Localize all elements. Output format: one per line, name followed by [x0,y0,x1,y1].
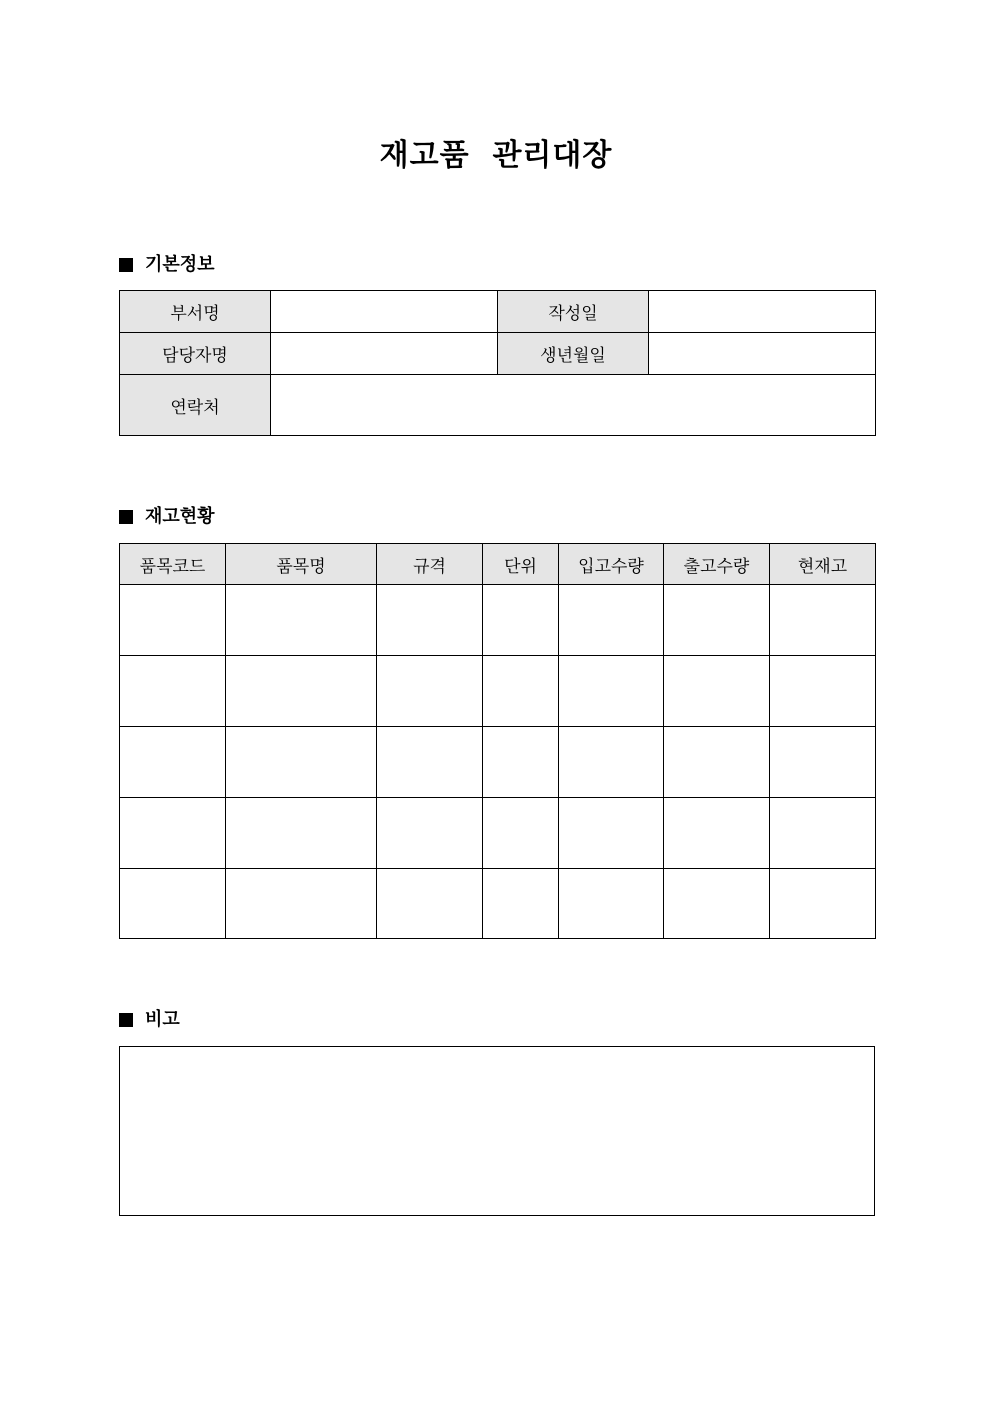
date-written-field[interactable] [649,291,876,333]
square-bullet-icon [119,1013,133,1027]
table-cell[interactable] [377,798,483,869]
inventory-table [119,543,876,939]
table-cell[interactable] [664,656,770,727]
birth-date-field[interactable] [649,333,876,375]
table-cell[interactable] [120,869,226,939]
manager-field[interactable] [271,333,498,375]
contact-field[interactable] [271,375,876,436]
department-label: 부서명 [120,291,271,333]
remarks-box[interactable] [119,1046,875,1216]
table-cell[interactable] [559,869,664,939]
table-cell[interactable] [483,585,559,656]
table-cell[interactable] [120,585,226,656]
basic-info-heading [119,253,215,277]
table-row [120,798,876,869]
table-cell[interactable] [226,869,377,939]
table-cell[interactable] [664,585,770,656]
column-header-spec: 규격 [377,544,483,585]
table-row [120,727,876,798]
table-cell[interactable] [377,656,483,727]
table-cell[interactable] [483,798,559,869]
square-bullet-icon [119,510,133,524]
table-cell[interactable] [559,656,664,727]
table-cell[interactable] [664,727,770,798]
table-cell[interactable] [377,727,483,798]
table-cell[interactable] [226,585,377,656]
date-written-label: 작성일 [498,291,649,333]
table-cell[interactable] [120,727,226,798]
table-cell[interactable] [770,727,876,798]
remarks-heading-text: 비고 [145,1009,180,1030]
table-cell[interactable] [377,585,483,656]
table-cell[interactable] [120,798,226,869]
column-header-unit: 단위 [483,544,559,585]
table-row [120,656,876,727]
inventory-heading-text: 재고현황 [145,506,215,527]
table-cell[interactable] [120,656,226,727]
basic-info-table [119,290,876,436]
table-cell[interactable] [483,727,559,798]
table-cell[interactable] [559,798,664,869]
table-cell[interactable] [770,869,876,939]
square-bullet-icon [119,258,133,272]
manager-label: 담당자명 [120,333,271,375]
table-row [120,585,876,656]
table-cell[interactable] [559,727,664,798]
column-header-current-stock: 현재고 [770,544,876,585]
birth-date-label: 생년월일 [498,333,649,375]
table-row [120,869,876,939]
table-cell[interactable] [483,869,559,939]
table-cell[interactable] [664,869,770,939]
column-header-item-code: 품목코드 [120,544,226,585]
column-header-received-qty: 입고수량 [559,544,664,585]
table-cell[interactable] [770,656,876,727]
table-cell[interactable] [226,656,377,727]
column-header-item-name: 품목명 [226,544,377,585]
table-cell[interactable] [226,798,377,869]
table-cell[interactable] [770,585,876,656]
column-header-shipped-qty: 출고수량 [664,544,770,585]
table-cell[interactable] [483,656,559,727]
table-cell[interactable] [770,798,876,869]
department-field[interactable] [271,291,498,333]
page-title: 재고품 관리대장 [379,138,613,173]
contact-label: 연락처 [120,375,271,436]
table-cell[interactable] [226,727,377,798]
basic-info-heading-text: 기본정보 [145,254,215,275]
table-cell[interactable] [377,869,483,939]
table-cell[interactable] [664,798,770,869]
inventory-heading [119,505,215,529]
table-cell[interactable] [559,585,664,656]
remarks-heading [119,1008,180,1032]
